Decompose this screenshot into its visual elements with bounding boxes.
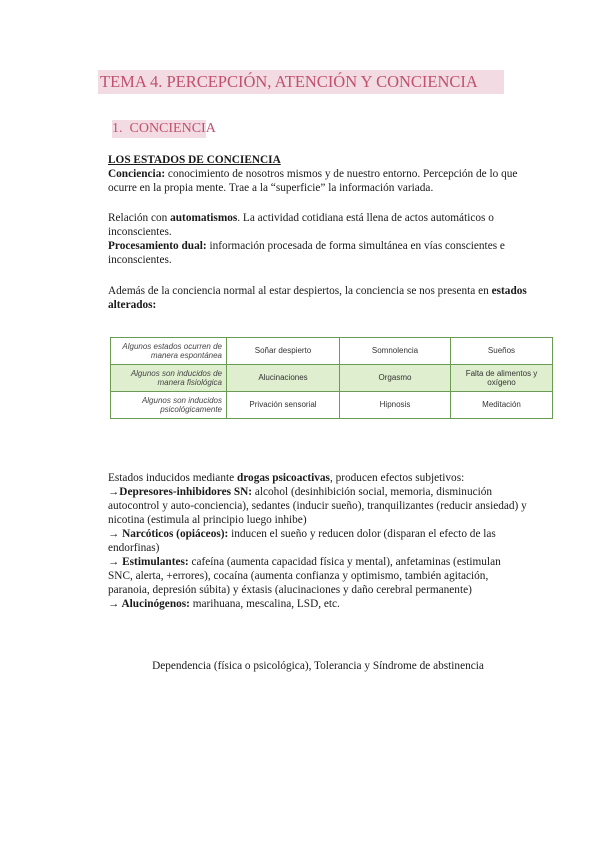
alucinogenos-text: marihuana, mescalina, LSD, etc. [189, 598, 340, 610]
depresores-term: →Depresores-inhibidores SN: [108, 486, 253, 498]
section-label: CONCIENCIA [129, 121, 216, 136]
table-cell: Hipnosis [340, 392, 451, 419]
estimulantes-term: → Estimulantes: [108, 556, 189, 568]
alterados-paragraph [108, 284, 528, 312]
page-title: TEMA 4. PERCEPCIÓN, ATENCIÓN Y CONCIENCIA [98, 70, 504, 94]
table-cell: Sueños [451, 338, 553, 365]
table-cell: Soñar despierto [227, 338, 340, 365]
row-header: Algunos son inducidos de manera fisiológica [111, 365, 227, 392]
table-cell: Falta de alimentos y oxígeno [451, 365, 553, 392]
automatismos-text: . La actividad cotidiana está llena de actos automáticos o inconscientes. [108, 212, 494, 238]
drogas-text: , producen efectos subjetivos: [329, 472, 465, 484]
narcoticos-text: inducen el sueño y reducen dolor (disparan el efecto de las endorfinas) [108, 528, 496, 554]
row-header: Algunos son inducidos psicológicamente [111, 392, 227, 419]
table-cell: Alucinaciones [227, 365, 340, 392]
table-row [111, 338, 553, 365]
drogas-term: drogas psicoactivas [236, 472, 330, 484]
section-heading [112, 120, 216, 138]
drogas-pre: Estados inducidos mediante [108, 472, 237, 484]
alterados-term: estados alterados: [108, 285, 527, 311]
conciencia-text: conocimiento de nosotros mismos y de nuestro entorno. Percepción de lo que ocurre en la propia mente. Trae a la “superficie” la información variada. [108, 168, 518, 194]
conciencia-term: Conciencia: [108, 168, 166, 180]
narcoticos-term: → Narcóticos (opiáceos): [108, 528, 229, 540]
row-header: Algunos estados ocurren de manera espontánea [111, 338, 227, 365]
subheading-block [108, 153, 528, 195]
table-cell: Orgasmo [340, 365, 451, 392]
table-row [111, 365, 553, 392]
drogas-block [108, 471, 528, 611]
depresores-text: alcohol (desinhibición social, memoria, disminución autocontrol y auto-conciencia), sedantes (inducir sueño), tranquilizantes (reducir ansiedad) y nicotina (estimula al principio luego inhibe) [108, 486, 527, 526]
table-cell: Somnolencia [340, 338, 451, 365]
automatismos-paragraph [108, 211, 528, 267]
alterados-pre: Además de la conciencia normal al estar despiertos, la conciencia se nos presenta en [108, 285, 492, 297]
table-cell: Meditación [451, 392, 553, 419]
automatismos-pre: Relación con [108, 212, 171, 224]
subheading: LOS ESTADOS DE CONCIENCIA [108, 154, 281, 166]
table-cell: Privación sensorial [227, 392, 340, 419]
estimulantes-text: cafeína (aumenta capacidad física y mental), anfetaminas (estimulan SNC, alerta, +errores), cocaína (aumenta confianza y optimismo, también agitación, paranoia, depresión súbita) y éxtasis (alucinaciones y daño cerebral permanente) [108, 556, 501, 596]
section-number: 1. [112, 121, 123, 136]
dependencia-line: Dependencia (física o psicológica), Tolerancia y Síndrome de abstinencia [152, 660, 484, 672]
dual-text: información procesada de forma simultánea en vías conscientes e inconscientes. [108, 240, 505, 266]
automatismos-term: automatismos [170, 212, 238, 224]
alucinogenos-term: → Alucinógenos: [108, 598, 190, 610]
table-row [111, 392, 553, 419]
dual-term: Procesamiento dual: [108, 240, 207, 252]
states-table [110, 337, 553, 419]
